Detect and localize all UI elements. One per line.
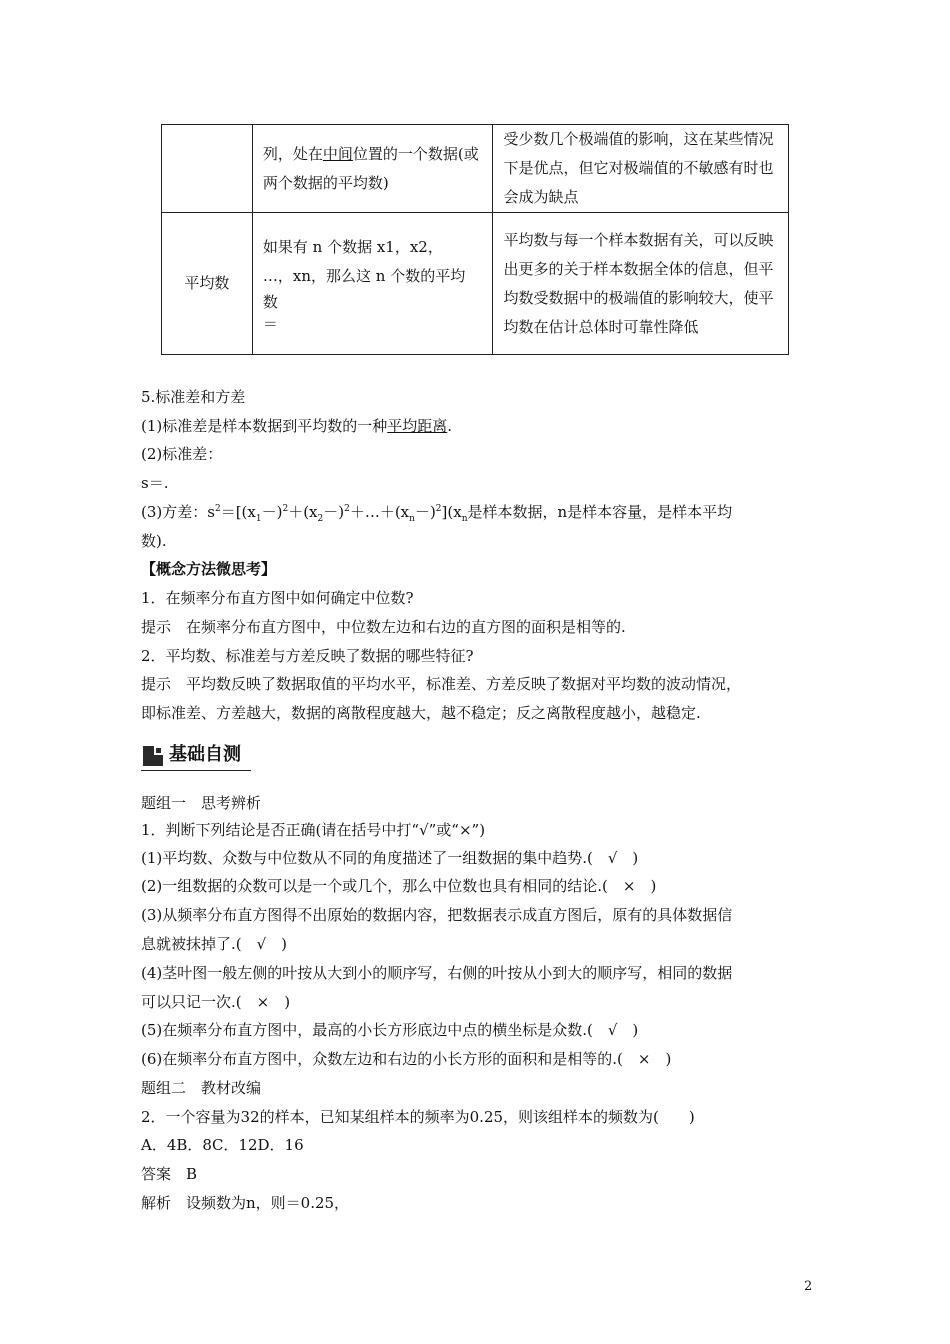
paragraph (141, 415, 452, 436)
mean-def-line: 如果有 n 个数据 x1，x2， (262, 237, 443, 256)
mean-def-line: …，xn，那么这 n 个数的平均 (262, 266, 466, 285)
mean-label: 平均数 (162, 213, 253, 355)
list-item: 可以只记一次.( × ) (141, 993, 291, 1011)
hint: 提示 在频率分布直方图中，中位数左边和右边的直方图的面积是相等的. (141, 618, 626, 636)
median-def-underlined: 中间 (322, 144, 353, 163)
group-title: 题组二 教材改编 (141, 1079, 262, 1097)
corner-square-icon (143, 746, 163, 766)
group-title: 题组一 思考辨析 (141, 794, 262, 812)
options: A．4B．8C．12D．16 (141, 1136, 304, 1154)
underlined-term: 平均距离 (387, 417, 448, 435)
page-number: 2 (804, 1279, 813, 1294)
mean-def-line: ＝ (262, 314, 278, 333)
list-item: (4)茎叶图一般左侧的叶按从大到小的顺序写，右侧的叶按从小到大的顺序写，相同的数据 (141, 964, 733, 982)
text: . (447, 417, 453, 435)
table-cell: 平均数与每一个样本数据有关，可以反映出更多的关于样本数据全体的信息，但平均数受数据中的极端值的影响较大，使平均数在估计总体时可靠性降低 (493, 213, 789, 355)
text: (1)标准差是样本数据到平均数的一种 (141, 417, 388, 435)
table-cell (252, 125, 493, 213)
text: ＝[(x (220, 503, 256, 521)
table-row (162, 125, 789, 213)
text: －) (261, 503, 283, 521)
question: 2．一个容量为32的样本，已知某组样本的频率为0.25，则该组样本的频数为( ) (141, 1108, 695, 1126)
question: 1．在频率分布直方图中如何确定中位数? (141, 589, 414, 607)
answer: 答案 B (141, 1165, 198, 1183)
mean-definition (252, 213, 493, 355)
heading-text: 基础自测 (169, 744, 241, 765)
variance-formula: (3)方差：$s^2=[(x_1-)^2+(x_2-)^2+\dots+(x_n-)^2](x_n$是样本数据，n是样本容量，是样本平均 (141, 503, 733, 524)
section-title: 5.标准差和方差 (141, 388, 246, 406)
divider (141, 770, 251, 771)
list-item: (1)平均数、众数与中位数从不同的角度描述了一组数据的集中趋势.( √ ) (141, 849, 639, 867)
list-item: (3)从频率分布直方图得不出原始的数据内容，把数据表示成直方图后，原有的具体数据信 (141, 906, 733, 924)
text: ＋(x (288, 503, 318, 521)
list-item: (2)一组数据的众数可以是一个或几个，那么中位数也具有相同的结论.( × ) (141, 877, 657, 895)
list-item: 息就被抹掉了.( √ ) (141, 935, 288, 953)
text: －) (323, 503, 345, 521)
section-heading (141, 742, 251, 770)
table-cell: 受少数几个极端值的影响，这在某些情况下是优点，但它对极端值的不敏感有时也会成为缺点 (493, 125, 789, 213)
hint: 提示 平均数反映了数据取值的平均水平，标准差、方差反映了数据对平均数的波动情况， (141, 675, 742, 693)
mean-def-line: 数 (262, 292, 278, 311)
paragraph: 数). (141, 532, 167, 550)
median-def-pre: 列，处在 (262, 144, 323, 163)
question: 1．判断下列结论是否正确(请在括号中打“√”或“×”) (141, 821, 486, 839)
text: ](x (441, 503, 462, 521)
think-title: 【概念方法微思考】 (141, 560, 277, 578)
text: ＋…＋(x (349, 503, 410, 521)
text: (3)方差：s (141, 503, 215, 521)
paragraph: (2)标准差： (141, 445, 223, 463)
list-item: (5)在频率分布直方图中，最高的小长方形底边中点的横坐标是众数.( √ ) (141, 1021, 639, 1039)
comparison-table (161, 124, 789, 355)
median-def-post: 位置的一个数据(或两个数据的平均数) (262, 144, 479, 192)
table-cell (162, 125, 253, 213)
formula: s＝. (141, 474, 169, 492)
question: 2．平均数、标准差与方差反映了数据的哪些特征? (141, 647, 474, 665)
table-row (162, 213, 789, 355)
text: －) (414, 503, 436, 521)
list-item: (6)在频率分布直方图中，众数左边和右边的小长方形的面积和是相等的.( × ) (141, 1050, 672, 1068)
hint: 即标准差、方差越大，数据的离散程度越大，越不稳定；反之离散程度越小，越稳定. (141, 704, 701, 722)
text: 是样本数据，n是样本容量，是样本平均 (467, 503, 733, 521)
analysis: 解析 设频数为n，则＝0.25， (141, 1194, 350, 1212)
